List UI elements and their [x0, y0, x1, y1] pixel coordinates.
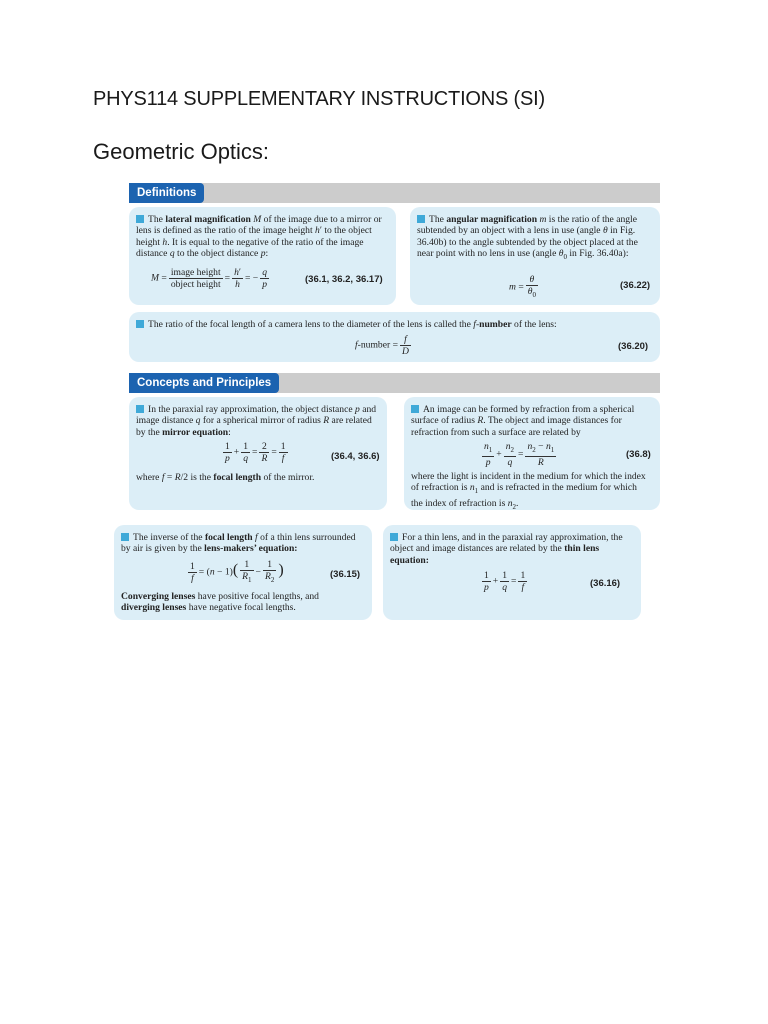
f-number-equation: f-number = $\frac{f}{D}$ — [355, 334, 409, 357]
thin-lens-text: For a thin lens, and in the paraxial ray approximation, the object and image distances are related by the thin lens equation: — [390, 532, 623, 566]
bullet-icon — [136, 405, 144, 413]
lens-types-text: Converging lenses have positive focal lengths, and diverging lenses have negative focal lengths. — [121, 591, 319, 614]
bullet-icon — [411, 405, 419, 413]
lens-makers-eqnum: (36.15) — [330, 569, 361, 580]
refraction-index-text: where the light is incident in the medium for which the index of refraction is $n_1$ and is refracted in the medium for which the index of refraction is $n_2$. — [411, 471, 646, 511]
bullet-icon — [121, 533, 129, 541]
angular-magnification-text: The angular magnification m is the ratio of the angle subtended by an object with a lens in use (angle θ in Fig. 36.40b) to the angle subtended by the object placed at the near point with no lens in use (angle $\theta_0$ in Fig. 36.40a): — [417, 214, 638, 262]
mirror-equation-eqnum: (36.4, 36.6) — [331, 451, 380, 462]
definitions-bar — [129, 183, 660, 203]
lateral-magnification-text: The lateral magnification M of the image due to a mirror or lens is defined as the ratio of the image height h′ to the object height h. It is equal to the negative of the ratio of the image distance q to the object distance p: — [136, 214, 382, 260]
angular-magnification-box — [410, 207, 660, 305]
mirror-equation-box — [129, 397, 387, 510]
angular-magnification-equation: m = $\frac{\theta}{\theta_0}$ — [509, 274, 536, 299]
lens-makers-text: The inverse of the focal length f of a thin lens surrounded by air is given by the lens-makers’ equation: — [121, 532, 356, 555]
lateral-magnification-box — [129, 207, 396, 305]
refraction-surface-text: An image can be formed by refraction from a spherical surface of radius R. The object and image distances for refraction from such a surface are related by — [411, 404, 635, 438]
f-number-box — [129, 312, 660, 362]
bullet-icon — [136, 320, 144, 328]
lateral-magnification-equation: M = $\frac{\text{image height}}{\text{object height}}$ = $\frac{h'}{h}$ = − $\frac{q}{p}$ — [151, 267, 267, 290]
lateral-magnification-eqnum: (36.1, 36.2, 36.17) — [305, 274, 383, 285]
mirror-equation-text: In the paraxial ray approximation, the object distance p and image distance q for a spherical mirror of radius R are related by the mirror equation: — [136, 404, 377, 438]
refraction-equation: $\frac{n_1}{p}$ + $\frac{n_2}{q}$ = $\frac{n_2 - n_1}{R}$ — [484, 441, 555, 468]
bullet-icon — [417, 215, 425, 223]
refraction-eqnum: (36.8) — [626, 449, 651, 460]
thin-lens-equation: $\frac{1}{p}$ + $\frac{1}{q}$ = $\frac{1}{f}$ — [484, 570, 526, 593]
concepts-heading: Concepts and Principles — [129, 373, 279, 393]
lens-makers-box — [114, 525, 372, 620]
bullet-icon — [136, 215, 144, 223]
f-number-eqnum: (36.20) — [618, 341, 649, 352]
mirror-focal-text: where f = R/2 is the focal length of the mirror. — [136, 472, 315, 483]
f-number-text: The ratio of the focal length of a camera lens to the diameter of the lens is called the f-number of the lens: — [136, 319, 653, 330]
page-title: PHYS114 SUPPLEMENTARY INSTRUCTIONS (SI) — [93, 88, 545, 110]
thin-lens-box — [383, 525, 641, 620]
bullet-icon — [390, 533, 398, 541]
angular-magnification-eqnum: (36.22) — [620, 280, 651, 291]
mirror-equation: $\frac{1}{p}$ + $\frac{1}{q}$ = $\frac{2}{R}$ = $\frac{1}{f}$ — [225, 441, 286, 464]
definitions-heading: Definitions — [129, 183, 204, 203]
lens-makers-equation: $\frac{1}{f}$ = (n − 1)( $\frac{1}{R_1}$ − $\frac{1}{R_2}$ ) — [190, 559, 284, 584]
page-subtitle: Geometric Optics: — [93, 139, 270, 164]
refraction-surface-box — [404, 397, 660, 510]
thin-lens-eqnum: (36.16) — [590, 578, 621, 589]
concepts-bar — [129, 373, 660, 393]
